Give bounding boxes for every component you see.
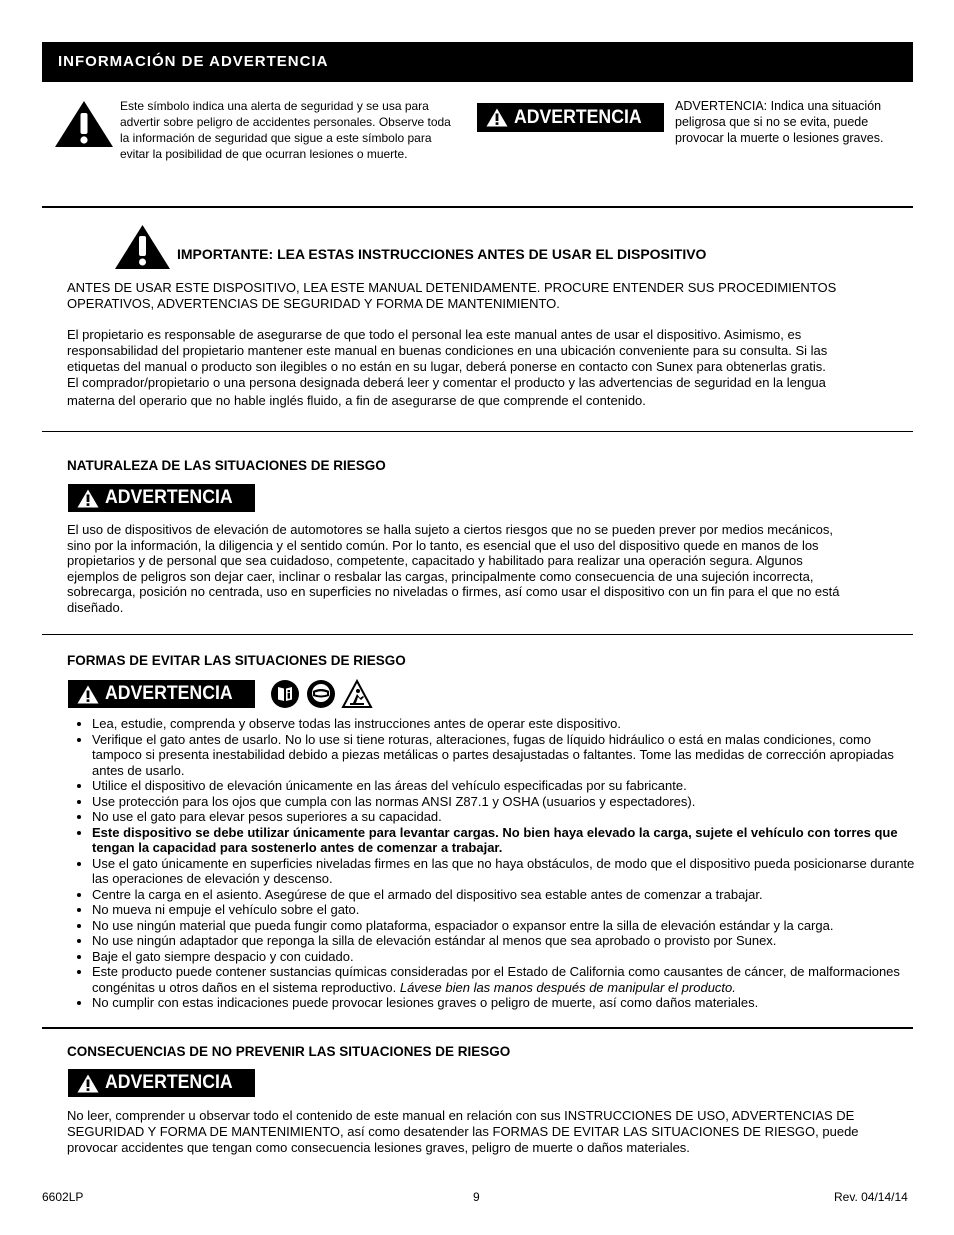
text-line: ANTES DE USAR ESTE DISPOSITIVO, LEA ESTE MANUAL DETENIDAMENTE. PROCURE ENTENDER SUS PROCEDIMIENTOS [67, 280, 837, 295]
text-line: El comprador/propietario o una persona designada deberá leer y comentar el producto y las advertencias de seguridad en la lengua [67, 375, 826, 390]
list-item: • No use ningún material que pueda fungir como plataforma, espaciador o expansor entre la silla de elevación estándar y la carga. [92, 918, 922, 934]
consequences-paragraph [67, 1108, 912, 1156]
text-line: la información de seguridad que sigue a este símbolo para [120, 131, 432, 145]
section-header-title: INFORMACIÓN DE ADVERTENCIA [58, 53, 329, 70]
footer-page-number: 9 [473, 1190, 480, 1204]
text-line: OPERATIVOS, ADVERTENCIAS DE SEGURIDAD Y FORMA DE MANTENIMIENTO. [67, 296, 560, 311]
important-paragraph-2 [67, 327, 912, 409]
warning-triangle-icon [486, 108, 508, 127]
text-line: responsabilidad del propietario mantener este manual en buenas condiciones en una ubicación conveniente para su consulta. Si las [67, 343, 828, 358]
text-line: ADVERTENCIA: Indica una situación [675, 99, 882, 113]
text-line: provocar accidentes que tengan como consecuencia lesiones graves, peligro de muerte o daños materiales. [67, 1140, 690, 1155]
avoid-heading: FORMAS DE EVITAR LAS SITUACIONES DE RIESGO [67, 653, 406, 668]
warning-triangle-icon [77, 685, 99, 704]
footer-revision-date: Rev. 04/14/14 [834, 1190, 908, 1204]
advertencia-badge-consequences [68, 1069, 255, 1097]
text-line: etiquetas del manual o producto son ilegibles o no están en su lugar, deberá ponerse en contacto con Sunex para obtenerlas gratis. [67, 359, 826, 374]
important-heading: IMPORTANTE: LEA ESTAS INSTRUCCIONES ANTES DE USAR EL DISPOSITIVO [177, 246, 707, 262]
safety-alert-triangle-icon [114, 224, 171, 270]
text-line: evitar la posibilidad de que ocurran lesiones o muerte. [120, 147, 408, 161]
text-line: sobrecarga, posición no centrada, uso en superficies no niveladas o firmes, así como usar el dispositivo con un fin para el que no está [67, 584, 840, 599]
text-line: materna del operario que no hable inglés fluido, a fin de asegurarse de que comprende el contenido. [67, 393, 646, 408]
advertencia-badge-definition [477, 103, 664, 132]
badge-label: ADVERTENCIA [105, 683, 233, 704]
text-line: ejemplos de peligros son dejar caer, inclinar o resbalar las cargas, principalmente como consecuencia de una sujeción incorrecta, [67, 568, 814, 584]
list-item: • Este dispositivo se debe utilizar únicamente para levantar cargas. No bien haya elevado la carga, sujete el vehículo con torres que tengan la capacidad para sostenerlo antes de comenzar a trabajar. [92, 825, 922, 856]
text-line: SEGURIDAD Y FORMA DE MANTENIMIENTO, así como desatender las FORMAS DE EVITAR LAS SITUACIONES DE RIESGO, puede [67, 1124, 859, 1139]
list-item: • Verifique el gato antes de usarlo. No lo use si tiene roturas, alteraciones, fugas de líquido hidráulico o está en malas condiciones, como tampoco si presenta inestabilidad debido a piezas metálicas o partes desajustadas o faltantes. Tome las medidas de corrección apropiadas antes de usarlo. [92, 732, 922, 779]
text-line: diseñado. [67, 599, 124, 615]
text-line: peligrosa que si no se evita, puede [675, 115, 869, 129]
crush-hazard-icon [341, 679, 373, 709]
eye-protection-icon [306, 679, 336, 709]
list-item: • Este producto puede contener sustancias químicas consideradas por el Estado de California como causantes de cáncer, de malformaciones congénitas u otros daños en el sistema reproductivo. Lávese bien las manos después de manipular el producto. [92, 964, 922, 995]
warning-triangle-icon [77, 1074, 99, 1093]
warning-triangle-icon [77, 489, 99, 508]
list-item: • No use ningún adaptador que reponga la silla de elevación estándar al menos que sea aprobado o provisto por Sunex. [92, 933, 922, 949]
text-line: sino por la información, la diligencia y el sentido común. Por lo tanto, es esencial que el uso del dispositivo quede en manos de los [67, 537, 819, 553]
text-line: Este símbolo indica una alerta de seguridad y se usa para [120, 99, 429, 113]
divider [42, 1027, 913, 1029]
list-item: • Baje el gato siempre despacio y con cuidado. [92, 949, 922, 965]
text-line: provocar la muerte o lesiones graves. [675, 131, 884, 145]
consequences-heading: CONSECUENCIAS DE NO PREVENIR LAS SITUACIONES DE RIESGO [67, 1044, 511, 1059]
list-item: • Use protección para los ojos que cumpla con las normas ANSI Z87.1 y OSHA (usuarios y espectadores). [92, 794, 922, 810]
text-line: No leer, comprender u observar todo el contenido de este manual en relación con sus INSTRUCCIONES DE USO, ADVERTENCIAS DE [67, 1108, 855, 1123]
safety-alert-triangle-icon [54, 100, 114, 148]
text-line: propietarios y de personal que sea cuidadoso, competente, capacitado y habilitado para realizar una operación segura. Algunos [67, 553, 803, 568]
divider [42, 431, 913, 432]
list-item: • Use el gato únicamente en superficies niveladas firmes en las que no haya obstáculos, de modo que el dispositivo pueda posicionarse durante las operaciones de elevación y descenso. [92, 856, 922, 887]
read-manual-icon [270, 679, 300, 709]
badge-label: ADVERTENCIA [514, 106, 642, 128]
warning-definition [675, 98, 910, 146]
advertencia-badge-nature [68, 484, 255, 512]
advertencia-badge-avoid [68, 680, 255, 708]
badge-label: ADVERTENCIA [105, 1072, 233, 1093]
divider [42, 206, 913, 208]
section-header-bar [42, 42, 913, 82]
list-item: • Lea, estudie, comprenda y observe todas las instrucciones antes de operar este dispositivo. [92, 716, 922, 732]
list-item: • No cumplir con estas indicaciones puede provocar lesiones graves o peligro de muerte, así como daños materiales. [92, 995, 922, 1011]
text-line: advertir sobre peligro de accidentes personales. Observe toda [120, 115, 451, 129]
list-item: • No mueva ni empuje el vehículo sobre el gato. [92, 902, 922, 918]
badge-label: ADVERTENCIA [105, 487, 233, 508]
list-item: • Utilice el dispositivo de elevación únicamente en las áreas del vehículo especificadas por su fabricante. [92, 778, 922, 794]
nature-heading: NATURALEZA DE LAS SITUACIONES DE RIESGO [67, 458, 386, 473]
avoid-bullet-list [74, 716, 922, 1011]
nature-paragraph [67, 522, 912, 615]
text-line: El propietario es responsable de asegurarse de que todo el personal lea este manual antes de usar el dispositivo. Asimismo, es [67, 327, 802, 342]
text-line: El uso de dispositivos de elevación de automotores se halla sujeto a ciertos riesgos que no se pueden prever por medios mecánicos, [67, 522, 833, 537]
footer-model-number: 6602LP [42, 1190, 84, 1204]
important-paragraph-1 [67, 280, 912, 312]
list-item: • No use el gato para elevar pesos superiores a su capacidad. [92, 809, 922, 825]
safety-symbol-description [120, 98, 465, 162]
divider [42, 634, 913, 635]
list-item: • Centre la carga en el asiento. Asegúrese de que el armado del dispositivo sea estable antes de comenzar a trabajar. [92, 887, 922, 903]
